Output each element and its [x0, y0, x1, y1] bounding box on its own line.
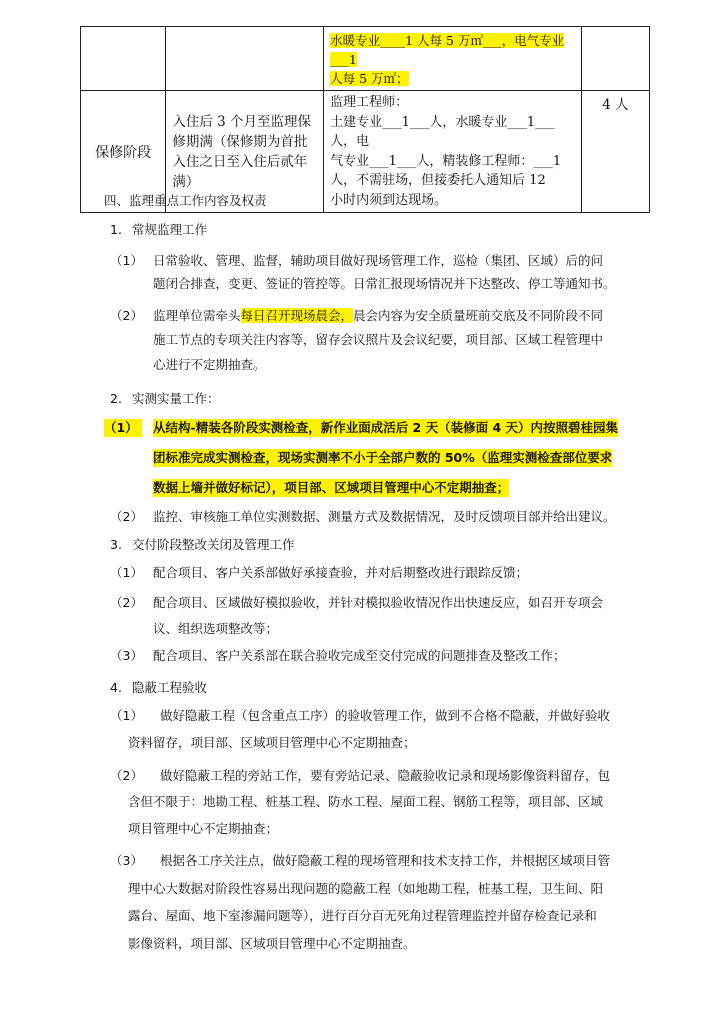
subsection-title: 常规监理工作	[132, 222, 208, 237]
subsection-number: 3.	[110, 537, 122, 552]
stage-cell: 保修阶段	[81, 91, 166, 213]
highlighted-text: 人每 5 万㎡；	[330, 71, 409, 86]
item-number: （2）	[110, 595, 143, 610]
table-cell	[324, 27, 582, 91]
item-line: 露台、屋面、地下室渗漏问题等），进行百分百无死角过程管理监控并留存检查记录和	[128, 908, 597, 923]
item-line: 影像资料，项目部、区域项目管理中心不定期抽查。	[128, 936, 416, 951]
supervision-staff-table	[80, 26, 650, 213]
supervision-line: 小时内须到达现场。	[330, 192, 448, 208]
subsection-number: 2.	[110, 391, 122, 406]
item-number: （2）	[110, 768, 143, 783]
item-line: 做好隐蔽工程的旁站工作，要有旁站记录、隐蔽验收记录和现场影像资料留存，包	[160, 768, 611, 783]
item-number: （1）	[110, 253, 143, 268]
subsection-number: 4.	[110, 680, 122, 695]
item-line: 资料留存，项目部、区域项目管理中心不定期抽查；	[128, 735, 416, 750]
text-run: 晨会内容为安全质量班前交底及不同阶段不同	[353, 308, 604, 323]
supervision-line: 监理工程师：	[330, 95, 409, 110]
supervision-line: 人，不需驻场，但接委托人通知后 12	[330, 173, 546, 188]
item-line: 做好隐蔽工程（包含重点工序）的验收管理工作，做到不合格不隐蔽，并做好验收	[160, 708, 611, 723]
table-cell	[166, 27, 324, 91]
subsection-title: 隐蔽工程验收	[132, 680, 208, 695]
condition-cell: 入住后 3 个月至监理保修期满（保修期为首批入住之日至入住后贰年满）	[166, 91, 324, 213]
item-line: 题闭合排查，变更、签证的管控等。日常汇报现场情况并下达整改、停工等通知书。	[153, 276, 616, 291]
highlighted-text: 水暖专业____1 人每 5 万㎡___，电气专业___1	[330, 33, 565, 67]
item-line: 配合项目、客户关系部在联合验收完成至交付完成的问题排查及整改工作；	[153, 648, 566, 663]
item-line: 日常验收、管理、监督，辅助项目做好现场管理工作，巡检（集团、区域）后的问	[153, 253, 604, 268]
count-cell: 4 人	[581, 91, 649, 213]
item-number: （3）	[110, 648, 143, 663]
item-line: 根据各工序关注点，做好隐蔽工程的现场管理和技术支持工作，并根据区域项目管	[160, 853, 611, 868]
item-number: （1）	[104, 419, 142, 437]
item-line	[153, 307, 603, 325]
supervision-line: 气专业___1___人，精装修工程师：___1	[330, 153, 562, 169]
item-line: 监控、审核施工单位实测数据、测量方式及数据情况，及时反馈项目部并给出建议。	[153, 509, 616, 524]
highlighted-item-line: 团标准完成实测检查，现场实测率不小于全部户数的 50%（监理实测检查部位要求	[153, 450, 613, 465]
table-cell	[581, 27, 649, 91]
item-number: （2）	[110, 509, 143, 524]
item-line: 项目管理中心不定期抽查；	[128, 821, 279, 836]
highlighted-item-line: 从结构-精装各阶段实测检查，新作业面成活后 2 天（装修面 4 天）内按照碧桂园集	[153, 420, 618, 435]
highlighted-item-line: 数据上墙并做好标记），项目部、区域项目管理中心不定期抽查；	[153, 480, 510, 495]
item-line: 配合项目、区域做好模拟验收，并针对模拟验收情况作出快速反应，如召开专项会	[153, 595, 604, 610]
subsection-number: 1.	[110, 222, 122, 237]
highlighted-text: 每日召开现场晨会，	[240, 308, 354, 323]
text-run: 监理单位需牵头	[153, 308, 241, 323]
item-number: （1）	[110, 565, 143, 580]
subsection-title: 实测实量工作：	[132, 391, 220, 406]
section-heading: 四、监理重点工作内容及权责	[104, 193, 267, 208]
table-cell	[81, 27, 166, 91]
subsection-title: 交付阶段整改关闭及管理工作	[132, 537, 295, 552]
supervision-line: 土建专业___1___人，水暖专业___1___人，电	[330, 114, 555, 149]
item-line: 配合项目、客户关系部做好承接查验，并对后期整改进行跟踪反馈；	[153, 565, 529, 580]
item-line: 含但不限于：地勘工程、桩基工程、防水工程、屋面工程、钢筋工程等，项目部、区域	[128, 794, 604, 809]
item-number: （1）	[110, 708, 143, 723]
table-row	[81, 27, 650, 91]
item-line: 议、组织选项整改等；	[153, 621, 279, 636]
item-line: 心进行不定期抽查。	[153, 357, 266, 372]
item-line: 施工节点的专项关注内容等，留存会议照片及会议纪要，项目部、区域工程管理中	[153, 332, 604, 347]
item-line: 理中心大数据对阶段性容易出现问题的隐蔽工程（如地勘工程，桩基工程，卫生间、阳	[128, 881, 604, 896]
item-number: （3）	[110, 853, 143, 868]
supervision-cell	[324, 91, 582, 213]
item-number: （2）	[110, 308, 143, 323]
